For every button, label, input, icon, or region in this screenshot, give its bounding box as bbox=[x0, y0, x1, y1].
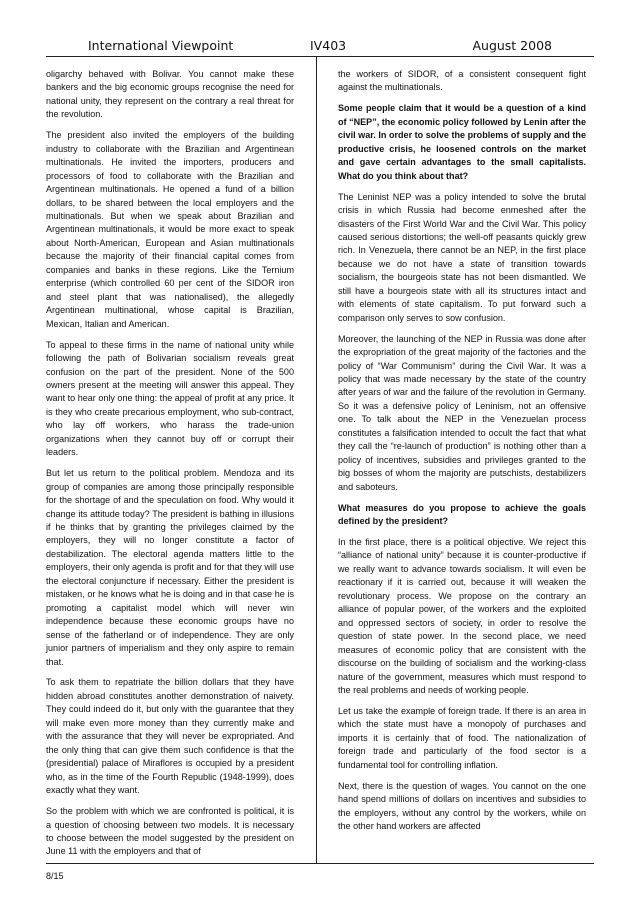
paragraph: To ask them to repatriate the billion dollars that they have hidden abroad constitutes another demonstration of naivety. They could indeed do it, but only with the guarantee that they will make even more money than they currently make and with the assurance that they will never be expropriated. And the only thing that can give them such confidence is that the (presidential) palace of Miraflores is occupied by a president who, as in the time of the Fourth Republic (1948-1999), does exactly what they want. bbox=[46, 677, 294, 796]
page-number: 8/15 bbox=[46, 871, 64, 881]
paragraph: But let us return to the political problem. Mendoza and its group of companies are among those principally responsible for the shortage of and the speculation on food. Why would it change its attitude today? The president is bathing in illusions if he thinks that by granting the privileges claimed by the employers, they will no longer constitute a factor of destabilization. The electoral agenda matters little to the employers, their only agenda is profit and for that they will use the electoral conjuncture if necessary. Either the president is mistaken, or he knows what he is doing and in that case he is promoting a capitalist model which will never win independence because these economic groups have no sense of the fatherland or of independence. They are only junior partners of imperialism and they only aspire to remain that. bbox=[46, 468, 294, 667]
paragraph: In the first place, there is a political objective. We reject this “alliance of national unity” because it is counter-productive if we really want to advance towards socialism. It will even be reactionary if it is carried out, because it will weaken the revolutionary process. We propose on the contrary an alliance of popular power, of the workers and the exploited and oppressed sectors of society, in order to resolve the question of state power. In the second place, we need measures of economic policy that are consistent with the discourse on the building of socialism and the working-class nature of the government, measures which must respond to the real problems and needs of working people. bbox=[338, 537, 586, 695]
paragraph: To appeal to these firms in the name of national unity while following the path of Bolivarian socialism reveals great confusion on the part of the president. None of the 500 owners present at the meeting will answer this appeal. They want to hear only one thing: the appeal of profit at any price. It is they who create precarious employment, who sub-contract, who lay off workers, who harass the trade-union organizations when they cannot buy off or corrupt their leaders. bbox=[46, 339, 294, 458]
column-divider bbox=[316, 57, 317, 864]
right-column bbox=[338, 68, 586, 841]
page-header bbox=[46, 36, 594, 57]
paragraph: Let us take the example of foreign trade. If there is an area in which the state must have a monopoly of purchases and imports it is certainly that of food. The nationalization of foreign trade and particularly of the food sector is a fundamental tool for controlling inflation. bbox=[338, 705, 586, 770]
interview-question: Some people claim that it would be a question of a kind of “NEP”, the economic policy followed by Lenin after the civil war. In order to solve the problems of supply and the productive crisis, he loosened controls on the market and gave certain advantages to the small capitalists. What do you think about that? bbox=[338, 103, 586, 181]
paragraph: oligarchy behaved with Bolivar. You cannot make these bankers and the big economic groups recognise the need for national unity, they represent on the contrary a real threat for the revolution. bbox=[46, 69, 294, 120]
issue-date: August 2008 bbox=[472, 38, 552, 53]
publication-name: International Viewpoint bbox=[88, 38, 234, 53]
paragraph: The president also invited the employers of the building industry to collaborate with the Brazilian and Argentinean multinationals. He invited the importers, producers and processors of food to collaborate with the Brazilian and Argentinean multinationals. He opened a fund of a billion dollars, to be shared between the local employers and the multinationals. But when we speak about Brazilian and Argentinean multinationals, it would be more exact to speak about North-American, European and Asian multinationals because the majority of their financial capital comes from companies and banks in these regions. Like the Ternium enterprise (which controlled 60 per cent of the SIDOR iron and steel plant that was nationalised), the allegedly Argentinean multinational, whose capital is Brazilian, Mexican, Italian and American. bbox=[46, 130, 294, 329]
paragraph: Moreover, the launching of the NEP in Russia was done after the expropriation of the great majority of the factories and the policy of “War Communism” during the Civil War. It was a policy that was made necessary by the state of the country after years of war and the failure of the revolution in Germany. So it was a defensive policy of Leninism, not an offensive one. To talk about the NEP in the Venezuelan process constitutes a falsification intended to occult the fact that what they call the “re-launch of production” is nothing other than a policy of incentives, subsidies and privileges granted to the big bosses of whom the majority are putschists, destabilizers and saboteurs. bbox=[338, 333, 586, 492]
footer-rule bbox=[46, 863, 594, 864]
paragraph: Next, there is the question of wages. You cannot on the one hand spend millions of dollars on incentives and subsidies to the employers, without any control by the workers, while on the other hand workers are affected bbox=[338, 780, 586, 832]
paragraph: The Leninist NEP was a policy intended to solve the brutal crisis in which Russia had become enmeshed after the disasters of the First World War and the Civil War. This policy caused serious distortions; the well-off peasants quickly grew rich. In Venezuela, there cannot be an NEP, in the first place because we do not have a state of transition towards socialism, the bourgeois state has not been dismantled. We still have a bourgeois state with all its structures intact and with elements of state capitalism. To put forward such a comparison only serves to sow confusion. bbox=[338, 191, 586, 323]
interview-question: What measures do you propose to achieve the goals defined by the president? bbox=[338, 502, 586, 527]
left-column bbox=[46, 68, 294, 866]
issue-number: IV403 bbox=[310, 38, 347, 53]
paragraph: So the problem with which we are confronted is political, it is a question of choosing between two models. It is necessary to choose between the model suggested by the president on June 11 with the employers and that of bbox=[46, 806, 294, 857]
paragraph: the workers of SIDOR, of a consistent consequent fight against the multinationals. bbox=[338, 69, 586, 93]
